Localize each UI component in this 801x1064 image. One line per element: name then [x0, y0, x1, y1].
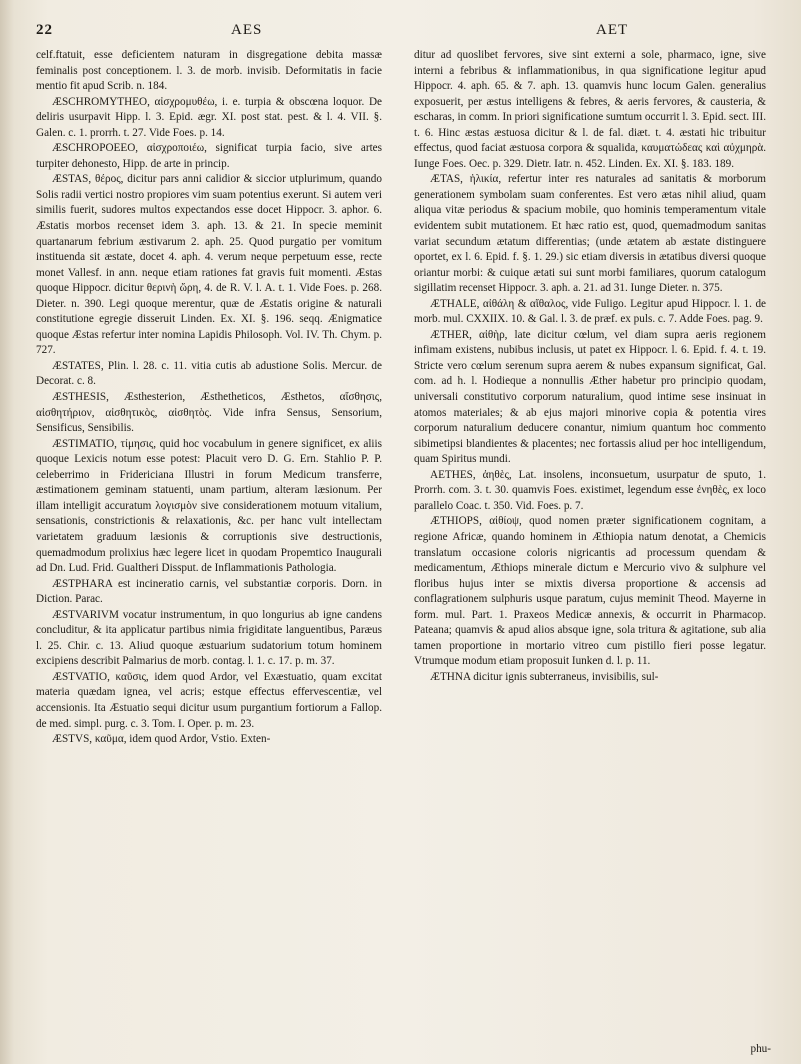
page-header — [36, 22, 771, 40]
entry-paragraph: ÆSTATES, Plin. l. 28. c. 11. vitia cutis ab adustione Solis. Mercur. de Decorat. c. 8. — [36, 359, 382, 388]
entry-paragraph: ÆSTIMATIO, τίμησις, quid hoc vocabulum in genere significet, ex aliis quoque Lexicis notum esse potest: Placuit vero D. G. Ern. Stahlio P. P. celeberrimo in Fridericiana Illustri in forum Medicum transferre, æstimationem geminam statuenti, unam partium, alteram læsionum. Per illam intelligit accuratum λογισμὸν sive considerationem motuum vitalium, sensationis, constrictionis & relaxationis, &c. per hanc vult intellectam varietatem graduum læsionis & corruptionis sive destructionis, quemadmodum prolixius hæc legere licet in quodam Propemtico Inaugurali ad Dn. Lud. Frid. Gualtheri Dissput. de Inflammationis Pathologia. — [36, 437, 382, 575]
catchword: phu- — [750, 1043, 771, 1055]
entry-paragraph: AETHES, ἀηθὲς, Lat. insolens, inconsuetum, usurpatur de sputo, 1. Prorrh. com. 3. t. 30. quamvis Foes. existimet, legendum esse ἐνηθὲς, ex loco parallelo Coac. t. 350. Vid. Foes. p. 7. — [414, 468, 766, 512]
entry-paragraph: ÆTHER, αἰθὴρ, late dicitur cœlum, vel diam supra aeris regionem infimam existens, nubibus inclusis, ut patet ex Hippocr. l. 6. Epid. f. 4. t. 19. Stricte vero cœlum serenum supra aerem & nubes expansum significat, Gal. com. ad h. l. Hodieque a nonnullis Æther habetur pro principio quodam, universali constitutivo corporum naturalium, quod intime sese insinuat in atomos materiales; & ab ejus majori minorive copia & potentia vires corporum naturalium deducere conantur, nimium quantum hoc commento sibimetipsi blandientes & placentes; nec fortassis aliud per hoc intelligendum, quam Spiritus mundi. — [414, 328, 766, 466]
running-head-right: AET — [596, 22, 629, 38]
entry-paragraph: ditur ad quoslibet fervores, sive sint externi a sole, pharmaco, igne, sive interni a febribus & inflammationibus, in qua significatione legitur apud Hippocr. 4. aph. 65. & 7. aph. 13. quamvis hunc locum Galen. generalius exposuerit, per æstus intelligens & febres, & aeris fervores, & causteria, & escharas, in comm. In priori significatione sumtum occurrit l. 3. Epid. sect. III. t. 6. Hinc æstas æstuosa dicitur & l. de fal. diæt. t. 4. æstati hic tribuitur effectus, quod faciat æstuosa corpora & squalida, καυματώδεας καὶ αὐχμηρὰ. Iunge Foes. Oec. p. 329. Dietr. Iatr. n. 452. Linden. Ex. XI. §. 183. 189. — [414, 49, 766, 170]
entry-paragraph: ÆSCHROMYTHEO, αἰσχρομυθέω, i. e. turpia & obscœna loquor. De deliris usurpavit Hipp. l. 3. Epid. ægr. XI. post stat. pest. & l. 4. VII. §. Galen. c. 1. prorrh. t. 27. Vide Foes. p. 14. — [36, 95, 382, 139]
page-number: 22 — [36, 22, 53, 38]
entry-paragraph: ÆSTPHARA est incineratio carnis, vel substantiæ corporis. Dorn. in Diction. Parac. — [36, 577, 382, 606]
entry-paragraph: ÆTHALE, αἰθάλη & αἴθαλος, vide Fuligo. Legitur apud Hippocr. l. 1. de morb. mul. CXXIIX. 10. & Gal. l. 3. de præf. ex puls. c. 7. Adde Foes. pag. 9. — [414, 297, 766, 326]
entry-paragraph: ÆSTHESIS, Æsthesterion, Æsthetheticos, Æsthetos, αἴσθησις, αἰσθητήριον, αἰσθητικὸς, αἰσθητὸς. Vide infra Sensus, Sensorium, Sensificus, Sensibilis. — [36, 391, 382, 435]
entry-paragraph: ÆTHIOPS, αἰθίοψ, quod nomen præter significationem cognitam, a regione Africæ, quando hominem in Æthiopia natum denotat, a Chemicis translatum occasione coloris nigricantis ad processum quendam & medicamentum, Æthiops minerale dictum e Mercurio vivo & sulphure vel floribus hujus inter se mixtis diversa proportione & accensis ad conflagrationem sulphuris usque paratum, cujus meminit Theod. Mayerne in form. mul. Part. 1. Praxeos Medicæ annexis, & occurrit in Pharmacop. Pateana; quamvis & apud alios absque igne, sola tritura & agitatione, sub alia tamen proportione in mortario vitreo cum pistillo fieri posse legatur. Vtrumque modum etiam proposuit Iunken d. l. p. 11. — [414, 515, 766, 668]
page-edge-shadow — [0, 0, 14, 1064]
entry-paragraph: ÆSTAS, θέρος, dicitur pars anni calidior & siccior utplurimum, quando Solis radii vertici nostro propiores vim suam potentius exerunt. Si autem veri similis fuerit, sudores multos expectandos esse docet Hippocr. 3. aphor. 6. Æstatis morbos recenset idem 3. aph. 13. & 21. In specie meminit quartanarum febrium æstivarum 2. aph. 25. Quod purgatio per vomitum instituenda sit æstate, docet 4. aph. 4. verum neque perpetuum esse, recte monet Vallesf. in ann. neque etiam rationes fat gravis fuit momenti. Æstas quoque Hippocr. dicitur θερινὴ ὥρη, 4. de R. V. l. A. t. 1. Vide Foes. p. 268. Dieter. n. 390. Legi quoque merentur, quæ de Æstatis origine & naturali constitutione egregie disseruit Linden. Ex. XI. §. 196. seqq. Ænigmatice quoque Æstas refertur inter nomina Lapidis Philosoph. Vol. IV. Th. Chym. p. 727. — [36, 173, 382, 357]
left-column — [36, 48, 382, 1048]
entry-paragraph: ÆSCHROPOEEO, αἰσχροποιέω, significat turpia facio, sive artes turpiter dehonesto, Hipp. de arte in princip. — [36, 142, 382, 170]
entry-paragraph: ÆTHNA dicitur ignis subterraneus, invisibilis, sul- — [430, 670, 659, 683]
entry-paragraph: ÆSTVS, καῦμα, idem quod Ardor, Vstio. Exten- — [52, 733, 271, 746]
running-head-left: AES — [231, 22, 263, 38]
entry-paragraph: ÆTAS, ἡλικία, refertur inter res naturales ad sanitatis & morborum generationem symbolam suam conferentes. Est vero ætas nihil aliud, quam aliqua vitæ periodus & spacium mobile, quo hominis temperamentum vitale evidentem subit mutationem. Et hæc ratio est, quod, quemadmodum sanitas variat secundum ætatum differentias; (unde ætatem ab æstate distinguere oportet, ex l. 6. Epid. f. §. 1. 29.) sic etiam diversis in ætatibus diversi quoque oriantur morbi: & cuique ætati sui sunt morbi familiares, quorum catalogum sigillatim recenset Hippocr. 3. aph. a. 21. ad 31. Iunge Dieter. n. 375. — [414, 173, 766, 295]
entry-paragraph: ÆSTVATIO, καῦσις, idem quod Ardor, vel Exæstuatio, quam excitat materia quædam ignea, vel acris; estque effectus effervescentiæ, vel accensionis. Ita Æstuatio sequi dicitur usum purgantium fortiorum a Fallop. de med. simpl. purg. c. 3. Tom. I. Oper. p. m. 23. — [36, 670, 382, 730]
entry-paragraph: ÆSTVARIVM vocatur instrumentum, in quo longurius ab igne candens concluditur, & ita applicatur partibus nimia frigiditate languentibus, Paræus l. 25. Chir. c. 13. Aliud quoque æstuarium sudatorium totum hominem excipiens describit Palmarius de morb. contag. l. 1. c. 17. p. m. 37. — [36, 608, 382, 668]
right-column — [414, 48, 766, 1048]
entry-paragraph: celf.ftatuit, esse deficientem naturam in disgregatione debita massæ feminalis post conceptionem. l. 3. de morb. invisib. Deformitatis in facie mentio fit apud Scrib. n. 184. — [36, 49, 382, 93]
